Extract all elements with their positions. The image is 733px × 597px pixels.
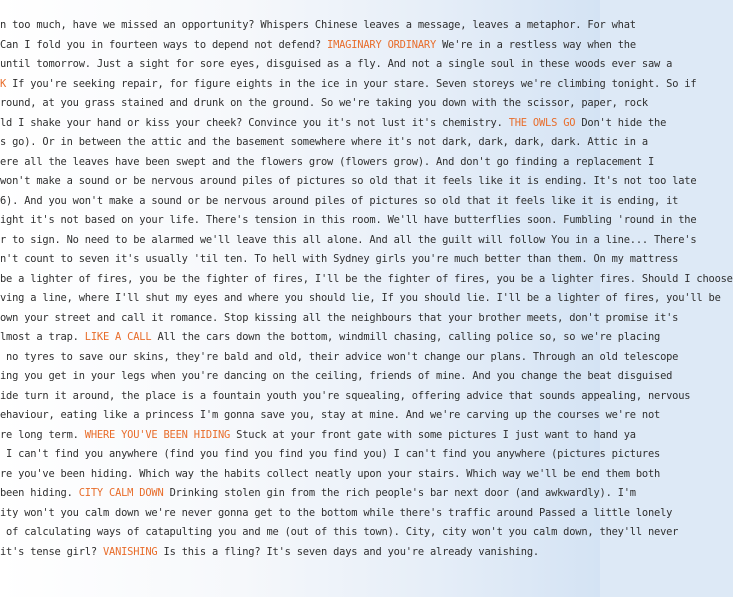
lyric-line-16 (0, 309, 679, 328)
lyric-line-16-text: own your street and call it romance. Stop kissing all the neighbours that your brother meets, don't promise it's (0, 312, 679, 324)
lyric-line-24-text: re you've been hiding. Which way the habits collect neatly upon your stairs. Which way we'll be end them both (0, 468, 661, 480)
lyric-line-4 (0, 75, 697, 94)
lyric-line-20-text: ide turn it around, the place is a fountain youth you're squealing, offering advice that sounds appealing, nervous (0, 390, 691, 402)
lyric-line-17-text: lmost a trap. (0, 331, 85, 343)
lyric-line-28 (0, 543, 600, 562)
lyric-line-18-text: no tyres to save our skins, they're bald and old, their advice won't change our plans. Through an old telescope (0, 351, 679, 363)
song-title-where-youve-been-hiding: WHERE YOU'VE BEEN HIDING (84, 429, 231, 441)
lyric-line-19-text: ing you get in your legs when you're dancing on the ceiling, friends of mine. And you change the beat disguised (0, 370, 673, 382)
lyric-line-8-text: ere all the leaves have been swept and the flowers grow (flowers grow). And don't go finding a replacement I (0, 156, 655, 168)
lyric-line-11-text: ight it's not based on your life. There's tension in this room. We'll have butterflies soon. Fumbling 'round in the (0, 214, 697, 226)
lyric-line-22-text-after: Stuck at your front gate with some pictures I just want to hand ya (230, 429, 636, 441)
lyric-line-11 (0, 211, 697, 230)
lyric-line-28-text: it's tense girl? (0, 546, 103, 558)
lyric-line-27 (0, 523, 679, 542)
lyric-line-27-text: of calculating ways of catapulting you and me (out of this town). City, city won't you calm down, they'll never (0, 526, 679, 538)
lyric-line-3 (0, 55, 673, 74)
lyric-line-25 (0, 484, 636, 503)
lyric-line-22-text: re long term. (0, 429, 85, 441)
lyric-line-1-text: n too much, have we missed an opportunity? Whispers Chinese leaves a message, leaves a metaphor. For what (0, 19, 636, 31)
lyric-line-10 (0, 192, 679, 211)
lyric-line-5-text: round, at you grass stained and drunk on the ground. So we're taking you down with the scissor, paper, rock (0, 97, 648, 109)
lyric-line-9-text: won't make a sound or be nervous around piles of pictures so old that it feels like it is ending. It's not too late (0, 175, 697, 187)
lyric-line-6-text: ld I shake your hand or kiss your cheek? Convince you it's not lust it's chemistry. (0, 117, 509, 129)
lyric-line-23 (0, 445, 661, 464)
lyric-line-20 (0, 387, 691, 406)
lyric-line-15 (0, 289, 721, 308)
lyric-line-2-text-after: We're in a restless way when the (436, 39, 636, 51)
lyric-line-25-text-after: Drinking stolen gin from the rich people's bar next door (and awkwardly). I'm (163, 487, 636, 499)
lyric-line-17-text-after: All the cars down the bottom, windmill chasing, calling police so, so we're placing (151, 331, 661, 343)
lyric-line-23-text: I can't find you anywhere (find you find you find you find you) I can't find you anywhere (pictures pictures (0, 448, 661, 460)
lyric-line-6 (0, 114, 667, 133)
lyric-line-7-text: s go). Or in between the attic and the basement somewhere where it's not dark, dark, dark, dark. Attic in a (0, 136, 648, 148)
song-title-the-owls-go: THE OWLS GO (508, 117, 576, 129)
lyric-line-14 (0, 270, 733, 289)
lyric-line-2 (0, 36, 636, 55)
lyric-line-22 (0, 426, 636, 445)
lyric-line-4-text-after: If you're seeking repair, for figure eights in the ice in your stare. Seven storeys we're climbing tonight. So if (6, 78, 697, 90)
lyric-line-6-text-after: Don't hide the (575, 117, 667, 129)
lyric-line-13-text: n't count to seven it's usually 'til ten. To hell with Sydney girls you're much better than them. On my mattress (0, 253, 679, 265)
lyric-line-5 (0, 94, 648, 113)
lyric-line-26 (0, 504, 673, 523)
lyric-line-9 (0, 172, 697, 191)
lyric-line-1 (0, 16, 636, 35)
lyric-line-14-text: be a lighter of fires, you be the fighter of fires, I'll be the fighter of fires, you be a lighter fires. Should I choose (0, 273, 733, 285)
lyric-line-7 (0, 133, 648, 152)
lyric-line-10-text: 6). And you won't make a sound or be nervous around piles of pictures so old that it feels like it is ending, it (0, 195, 679, 207)
lyric-line-21-text: ehaviour, eating like a princess I'm gonna save you, stay at mine. And we're carving up the courses we're not (0, 409, 661, 421)
song-title-city-calm-down: CITY CALM DOWN (78, 487, 164, 499)
lyric-line-25-text: been hiding. (0, 487, 79, 499)
song-title-like-a-call: LIKE A CALL (84, 331, 152, 343)
lyric-line-2-text: Can I fold you in fourteen ways to depend not defend? (0, 39, 328, 51)
lyric-line-24 (0, 465, 661, 484)
lyric-line-26-text: ity won't you calm down we're never gonna get to the bottom while there's traffic around Passed a little lonely (0, 507, 673, 519)
lyric-line-15-text: ving a line, where I'll shut my eyes and where you should lie, If you should lie. I'll be a lighter of fires, you'll be (0, 292, 721, 304)
lyric-line-13 (0, 250, 679, 269)
lyric-line-12-text: r to sign. No need to be alarmed we'll leave this all alone. And all the guilt will follow You in a line... There's (0, 234, 697, 246)
lyric-line-3-text: until tomorrow. Just a sight for sore eyes, disguised as a fly. And not a single soul in these woods ever saw a (0, 58, 673, 70)
lyric-line-21 (0, 406, 661, 425)
lyric-line-28-text-after: Is this a fling? It's seven days and you're already vanishing. (157, 546, 539, 558)
lyric-line-12 (0, 231, 697, 250)
lyric-line-8 (0, 153, 655, 172)
song-title-imaginary-ordinary: IMAGINARY ORDINARY (327, 39, 437, 51)
song-title-vanishing: VANISHING (102, 546, 158, 558)
lyric-line-18 (0, 348, 679, 367)
song-title-fragment-k: K (0, 78, 7, 90)
lyric-line-17 (0, 328, 661, 347)
lyric-line-19 (0, 367, 673, 386)
